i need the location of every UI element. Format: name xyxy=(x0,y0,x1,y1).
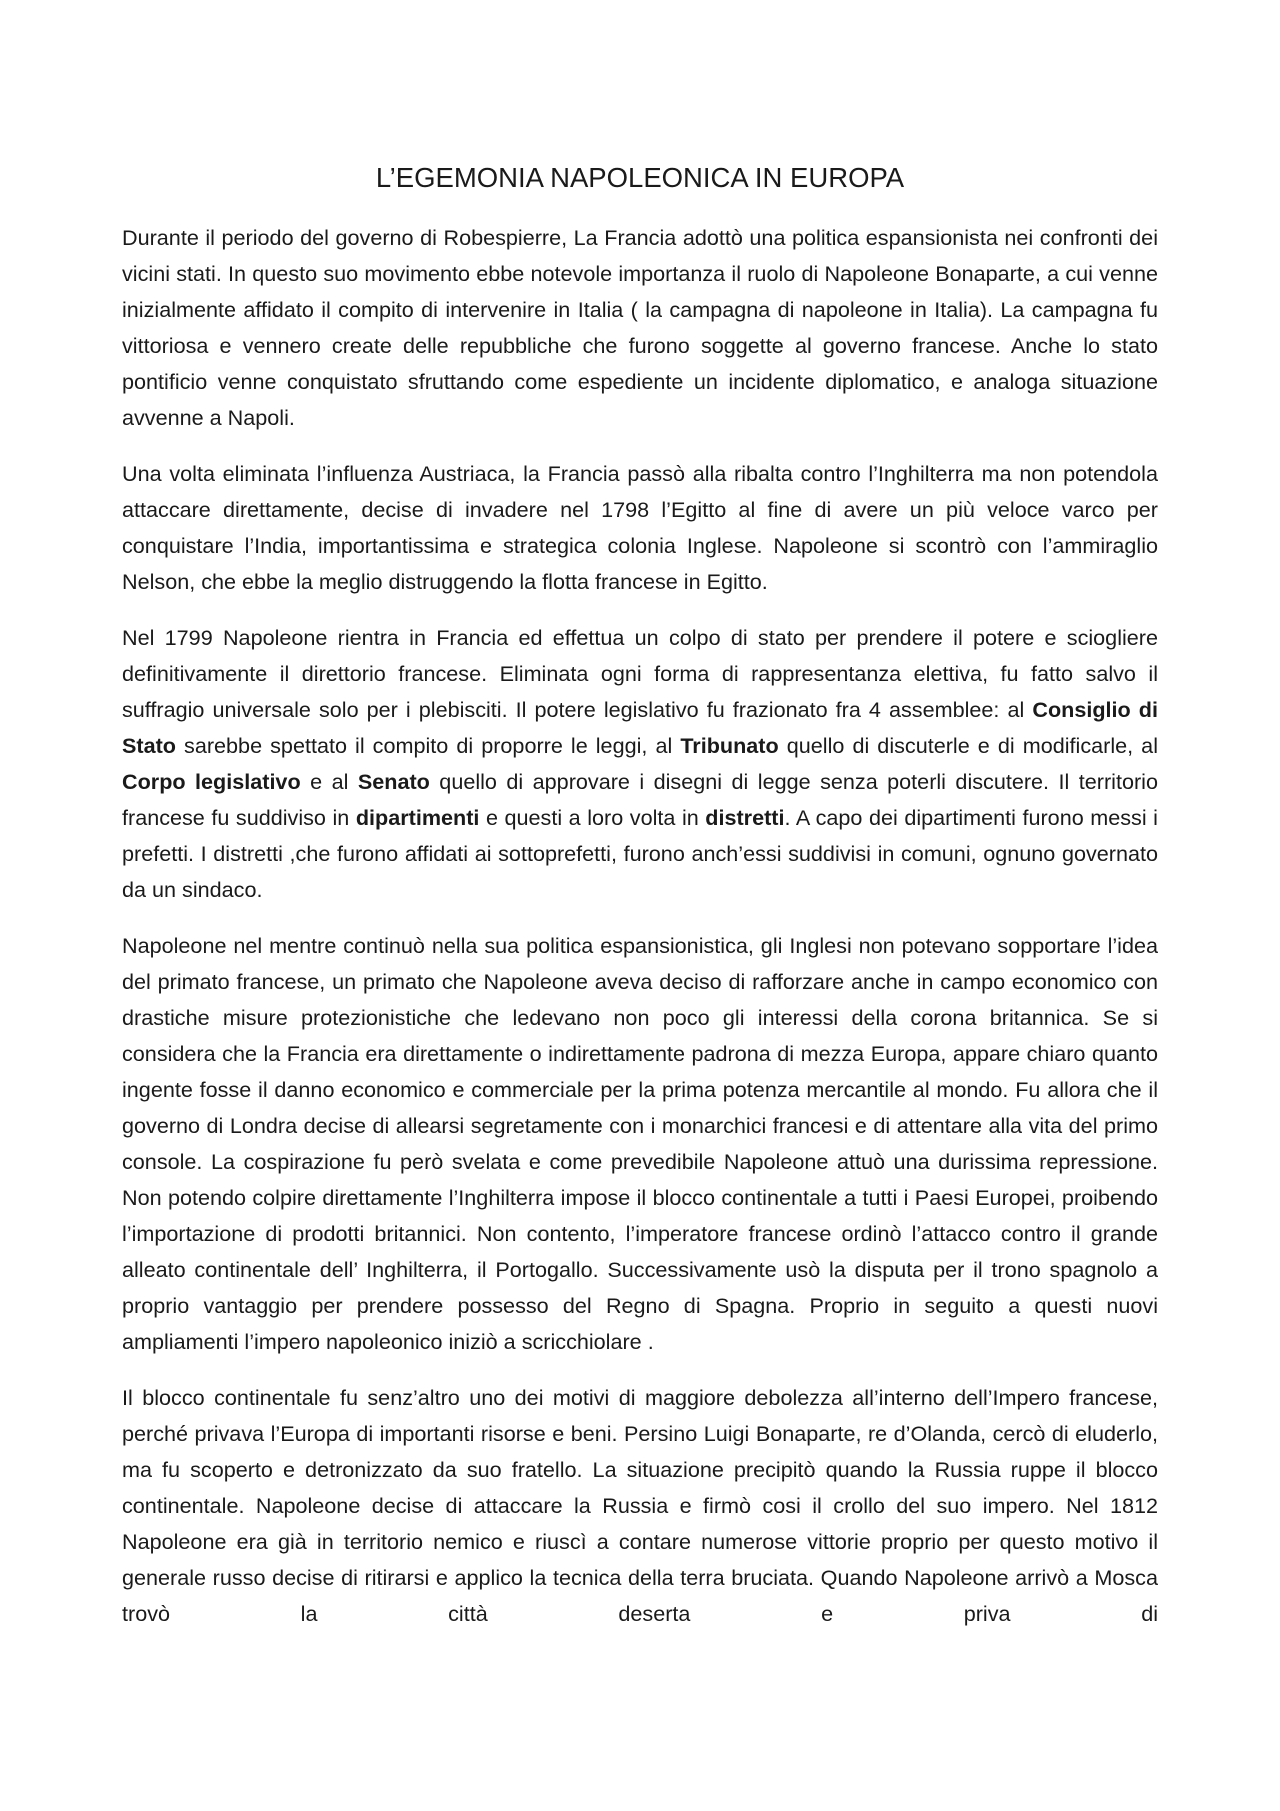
paragraph-robespierre xyxy=(122,220,1158,436)
term-consiglio-di-stato: Consiglio di Stato xyxy=(122,697,1158,758)
paragraph-text: quello di approvare i disegni di legge senza poterli discutere. Il territorio francese fu suddiviso in xyxy=(122,769,1158,830)
paragraph-text: Il blocco continentale fu senz’altro uno dei motivi di maggiore debolezza all’interno dell’Impero francese, perché privava l’Europa di importanti risorse e beni. Persino Luigi Bonaparte, re d’Olanda, cercò di eluderlo, ma fu scoperto e detronizzato da suo fratello. La situazione precipitò quando la Russia ruppe il blocco continentale. Napoleone decise di attaccare la Russia e firmò cosi il crollo del suo impero. Nel 1812 Napoleone era già in territorio nemico e riuscì a contare numerose vittorie proprio per questo motivo il generale russo decise di ritirarsi e applico la tecnica della terra bruciata. Quando Napoleone arrivò a Mosca trovò la città deserta e priva di xyxy=(122,1385,1158,1626)
term-senato: Senato xyxy=(357,769,430,794)
term-distretti: distretti xyxy=(705,805,785,830)
document-body xyxy=(122,152,1158,1652)
paragraph-blocco-inglese xyxy=(122,928,1158,1360)
term-tribunato: Tribunato xyxy=(680,733,779,758)
paragraph-text: Napoleone nel mentre continuò nella sua politica espansionistica, gli Inglesi non potevano sopportare l’idea del primato francese, un primato che Napoleone aveva deciso di rafforzare anche in campo economico con drastiche misure protezionistiche che ledevano non poco gli interessi della corona britannica. Se si considera che la Francia era direttamente o indirettamente padrona di mezza Europa, appare chiaro quanto ingente fosse il danno economico e commerciale per la prima potenza mercantile al mondo. Fu allora che il governo di Londra decise di allearsi segretamente con i monarchici francesi e di attentare alla vita del primo console. La cospirazione fu però svelata e come prevedibile Napoleone attuò una durissima repressione. Non potendo colpire direttamente l’Inghilterra impose il blocco continentale a tutti i Paesi Europei, proibendo l’importazione di prodotti britannici. Non contento, l’imperatore francese ordinò l’attacco contro il grande alleato continentale dell’ Inghilterra, il Portogallo. Successivamente usò la disputa per il trono spagnolo a proprio vantaggio per prendere possesso del Regno di Spagna. Proprio in seguito a questi nuovi ampliamenti l’impero napoleonico iniziò a scricchiolare . xyxy=(122,933,1158,1354)
paragraph-text: e al xyxy=(300,769,358,794)
paragraph-text: Durante il periodo del governo di Robespierre, La Francia adottò una politica espansionista nei confronti dei vicini stati. In questo suo movimento ebbe notevole importanza il ruolo di Napoleone Bonaparte, a cui venne inizialmente affidato il compito di intervenire in Italia ( la campagna di napoleone in Italia). La campagna fu vittoriosa e vennero create delle repubbliche che furono soggette al governo francese. Anche lo stato pontificio venne conquistato sfruttando come espediente un incidente diplomatico, e analoga situazione avvenne a Napoli. xyxy=(122,225,1158,430)
paragraph-text: Una volta eliminata l’influenza Austriaca, la Francia passò alla ribalta contro l’Inghilterra ma non potendola attaccare direttamente, decise di invadere nel 1798 l’Egitto al fine di avere un più veloce varco per conquistare l’India, importantissima e strategica colonia Inglese. Napoleone si scontrò con l’ammiraglio Nelson, che ebbe la meglio distruggendo la flotta francese in Egitto. xyxy=(122,461,1158,594)
term-dipartimenti: dipartimenti xyxy=(355,805,480,830)
paragraph-egitto xyxy=(122,456,1158,600)
paragraph-text: e questi a loro volta in xyxy=(479,805,706,830)
paragraph-text: sarebbe spettato il compito di proporre le leggi, al xyxy=(175,733,681,758)
paragraph-text: quello di discuterle e di modificarle, al xyxy=(778,733,1158,758)
paragraph-text: Nel 1799 Napoleone rientra in Francia ed effettua un colpo di stato per prendere il potere e sciogliere definitivamente il direttorio francese. Eliminata ogni forma di rappresentanza elettiva, fu fatto salvo il suffragio universale solo per i plebisciti. Il potere legislativo fu frazionato fra 4 assemblee: al xyxy=(122,625,1158,722)
term-corpo-legislativo: Corpo legislativo xyxy=(122,769,301,794)
document-title: L’EGEMONIA NAPOLEONICA IN EUROPA xyxy=(375,162,905,193)
paragraph-russia xyxy=(122,1380,1158,1632)
paragraph-colpo-di-stato xyxy=(122,620,1158,908)
paragraph-text: . A capo dei dipartimenti furono messi i prefetti. I distretti ,che furono affidati ai sottoprefetti, furono anch’essi suddivisi in comuni, ognuno governato da un sindaco. xyxy=(122,805,1158,902)
